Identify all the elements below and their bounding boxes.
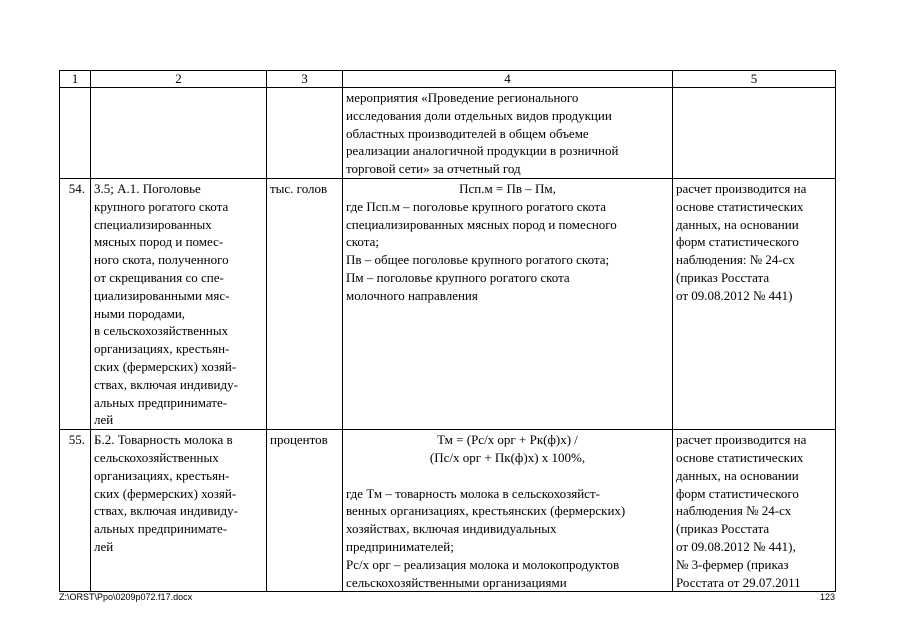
data-source: расчет производится на основе статистических данных, на основании форм статистического наблюдения: № 24-сх (приказ Росстата от 09.08.2012 № 441) <box>673 178 836 429</box>
header-col-1: 1 <box>60 71 91 88</box>
table-header-row <box>60 71 836 88</box>
file-path-footer: Z:\ORST\Ppo\0209p072.f17.docx <box>59 592 193 602</box>
page-number: 123 <box>819 592 835 602</box>
table-row <box>60 430 836 592</box>
row-number: 54. <box>60 178 91 429</box>
unit-of-measure: тыс. голов <box>267 178 343 429</box>
indicator-name: 3.5; А.1. Поголовье крупного рогатого скота специализированных мясных пород и помес- ного скота, полученного от скрещивания со спе- циализированными мяс- ными породами, в сельскохозяйственных организациях, крестьян- ских (фермерских) хозяй- ствах, включая индивиду- альных предпринимате- лей <box>91 178 267 429</box>
formula: Тм = (Рс/х орг + Рк(ф)х) / <box>437 432 578 448</box>
table-row <box>60 178 836 429</box>
indicator-name: Б.2. Товарность молока в сельскохозяйственных организациях, крестьян- ских (фермерских) хозяй- ствах, включая индивиду- альных предпринимате- лей <box>91 430 267 592</box>
calculation-method: Псп.м = Пв – Пм, где Псп.м – поголовье крупного рогатого скота специализированных мясных пород и помесного скота; Пв – общее поголовье крупного рогатого скота; Пм – поголовье крупного рогатого скота молочного направления <box>343 178 673 429</box>
continuation-description: мероприятия «Проведение регионального исследования доли отдельных видов продукции областных производителей в общем объеме реализации аналогичной продукции в розничной торговой сети» за отчетный год <box>343 88 673 179</box>
formula: Псп.м = Пв – Пм, <box>459 180 556 196</box>
header-col-2: 2 <box>91 71 267 88</box>
data-source: расчет производится на основе статистических данных, на основании форм статистического наблюдения № 24-сх (приказ Росстата от 09.08.2012 № 441), № 3-фермер (приказ Росстата от 29.07.2011 <box>673 430 836 592</box>
unit-of-measure: процентов <box>267 430 343 592</box>
calculation-method: Тм = (Рс/х орг + Рк(ф)х) / (Пс/х орг + Пк(ф)х) х 100%, где Тм – товарность молока в сельскохозяйст- венных организациях, крестьянских (фермерских) хозяйствах, включая индивидуальных предпринимателей; Рс/х орг – реализация молока и молокопродуктов сельскохозяйственными организациями <box>343 430 673 592</box>
table-row <box>60 88 836 179</box>
header-col-4: 4 <box>343 71 673 88</box>
indicators-table <box>59 70 836 592</box>
header-col-5: 5 <box>673 71 836 88</box>
formula: (Пс/х орг + Пк(ф)х) х 100%, <box>429 449 586 465</box>
row-number: 55. <box>60 430 91 592</box>
header-col-3: 3 <box>267 71 343 88</box>
